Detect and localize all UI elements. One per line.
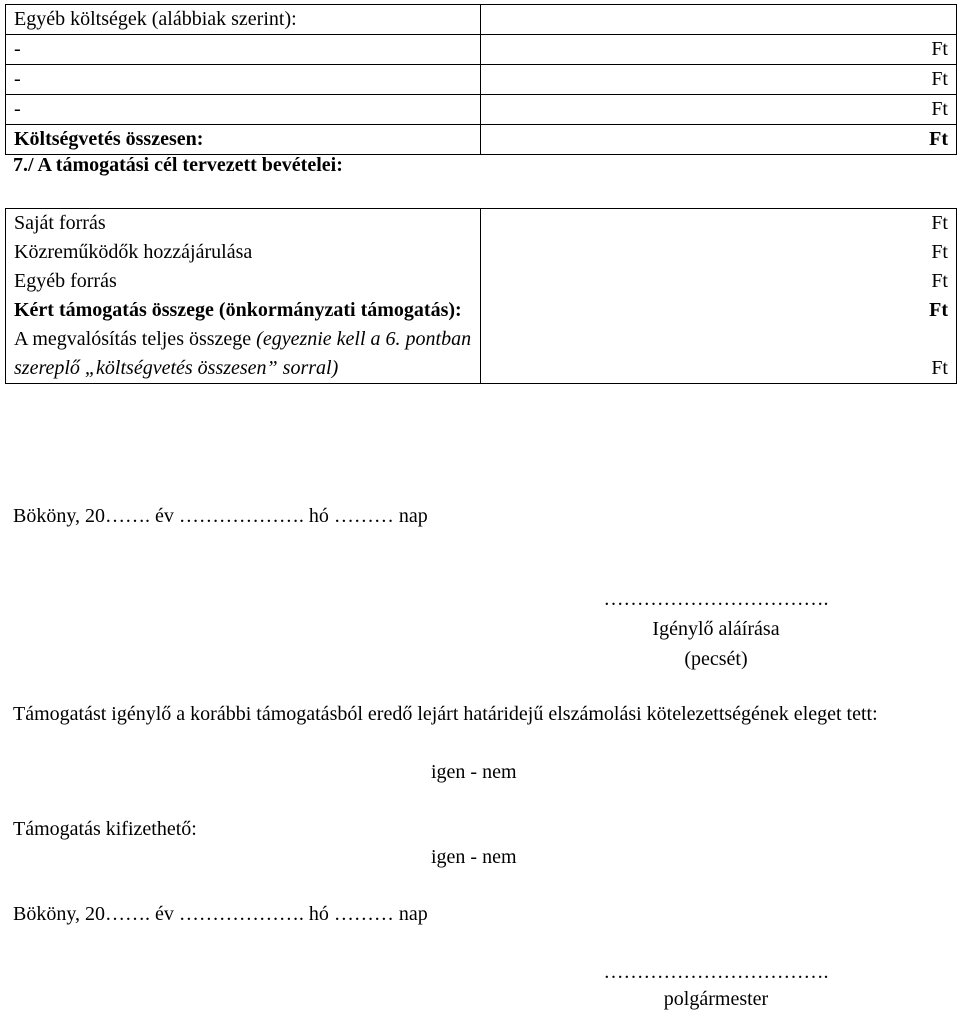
income-values[interactable]	[481, 209, 957, 384]
cost-row-label: -	[6, 35, 481, 65]
yes-no-option-1[interactable]: igen - nem	[431, 761, 517, 783]
date-line-2[interactable]: Bököny, 20……. év ………………. hó ……… nap	[13, 903, 428, 925]
costs-header: Egyéb költségek (alábbiak szerint):	[6, 5, 481, 35]
project-total-label-normal: A megvalósítás teljes összege	[14, 328, 257, 350]
requested-support-value[interactable]: Ft	[929, 299, 948, 321]
payable-label: Támogatás kifizethető:	[13, 818, 197, 840]
cost-row-value[interactable]: Ft	[481, 65, 957, 95]
income-item-value[interactable]: Ft	[931, 270, 948, 292]
section-7-heading: 7./ A támogatási cél tervezett bevételei:	[13, 154, 343, 176]
requested-support-label: Kért támogatás összege (önkormányzati támogatás):	[14, 299, 462, 321]
costs-header-value[interactable]	[481, 5, 957, 35]
signature-dots-2[interactable]: …………………………….	[603, 961, 829, 983]
costs-table	[5, 4, 957, 155]
signature-label-1: Igénylő aláírása	[652, 618, 780, 640]
budget-total-value[interactable]: Ft	[481, 125, 957, 155]
income-labels	[6, 209, 481, 384]
spacer	[489, 325, 948, 354]
date-line-1[interactable]: Bököny, 20……. év ………………. hó ……… nap	[13, 505, 428, 527]
stamp-label: (pecsét)	[684, 648, 748, 670]
income-table	[5, 208, 957, 384]
income-item-label: Saját forrás	[14, 212, 106, 234]
income-item-value[interactable]: Ft	[931, 241, 948, 263]
cost-row-value[interactable]: Ft	[481, 35, 957, 65]
cost-row-label: -	[6, 65, 481, 95]
budget-total-label: Költségvetés összesen:	[6, 125, 481, 155]
cost-row-value[interactable]: Ft	[481, 95, 957, 125]
project-total-label	[14, 325, 472, 383]
project-total-label-note: (egyeznie kell a 6. pontban szereplő „költségvetés összesen” sorral)	[14, 328, 472, 379]
signature-dots-1[interactable]: …………………………….	[603, 588, 829, 610]
settlement-statement: Támogatást igénylő a korábbi támogatásból eredő lejárt határidejű elszámolási kötelezettségének eleget tett:	[13, 703, 878, 725]
mayor-label: polgármester	[663, 988, 769, 1010]
cost-row-label: -	[6, 95, 481, 125]
income-item-value[interactable]: Ft	[931, 212, 948, 234]
yes-no-option-2[interactable]: igen - nem	[431, 846, 517, 868]
income-item-label: Közreműködők hozzájárulása	[14, 241, 253, 263]
project-total-value[interactable]: Ft	[931, 357, 948, 379]
income-item-label: Egyéb forrás	[14, 270, 117, 292]
